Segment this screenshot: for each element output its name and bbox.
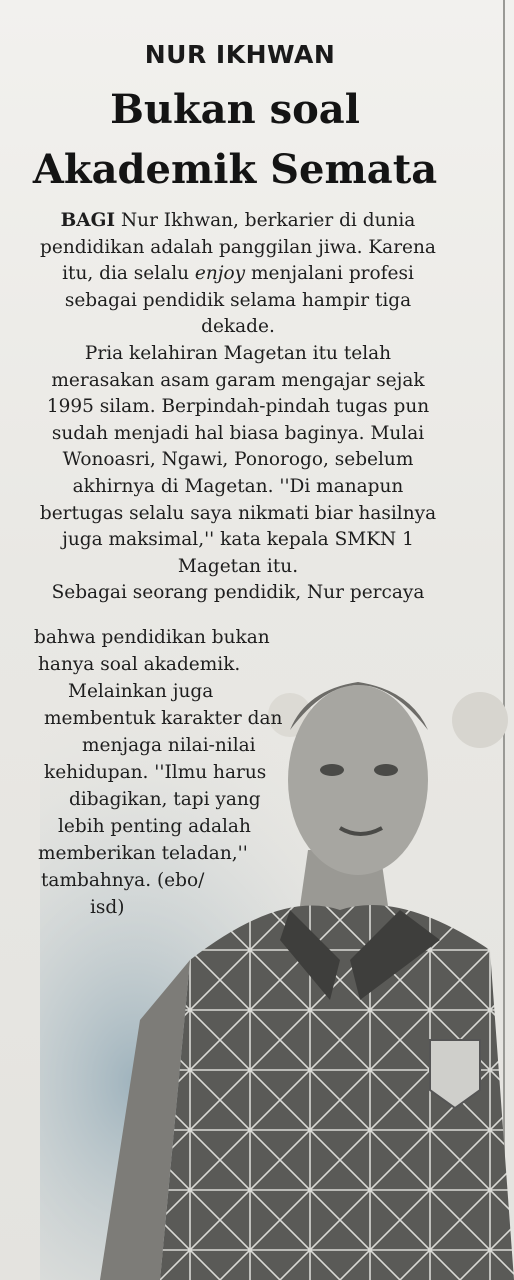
para1-line-2: pendidikan adalah panggilan jiwa. Karena	[40, 236, 436, 258]
para3-line-12: isd)	[90, 897, 125, 918]
para1-line-4: sebagai pendidik selama hampir tiga	[64, 289, 412, 311]
para2-line-6: akhirnya di Magetan. ''Di manapun	[72, 475, 404, 497]
para3-wrap-6	[44, 760, 266, 787]
para3-line-11: tambahnya. (ebo/	[41, 870, 205, 891]
para3-line-6: menjaga nilai-nilai	[82, 735, 256, 756]
para3-wrap-10	[41, 868, 204, 895]
headline-line-1: Bukan soal	[110, 86, 360, 133]
article-body	[18, 208, 458, 607]
para1-l1: Nur Ikhwan, berkarier di dunia	[115, 210, 416, 231]
para1-l3b: menjalani profesi	[245, 263, 414, 285]
para3-line-5: membentuk karakter dan	[44, 708, 283, 729]
para3-line-4: Melainkan juga	[68, 681, 214, 702]
para1-line-5: dekade.	[201, 316, 275, 338]
para1-line-3	[18, 261, 458, 288]
para3-line-1: Sebagai seorang pendidik, Nur percaya	[51, 582, 425, 604]
para3-wrap-11	[90, 895, 124, 922]
para1-line-1	[18, 208, 458, 235]
para3-line-2: bahwa pendidikan bukan	[34, 627, 270, 648]
para3-wrap-2	[38, 652, 240, 679]
para3-line-8: dibagikan, tapi yang	[69, 789, 261, 810]
para2-line-3: 1995 silam. Berpindah-pindah tugas pun	[46, 396, 430, 418]
article-headline	[0, 80, 470, 200]
para3-wrap-3	[68, 679, 213, 706]
headline-line-2: Akademik Semata	[32, 146, 438, 193]
para3-wrap-7	[69, 787, 261, 814]
para3-wrap-9	[38, 841, 248, 868]
para3-wrap-8	[58, 814, 251, 841]
para2-line-5: Wonoasri, Ngawi, Ponorogo, sebelum	[62, 449, 414, 471]
kicker-name: NUR IKHWAN	[144, 40, 336, 69]
para3-line-3: hanya soal akademik.	[38, 654, 241, 675]
para2-line-8: juga maksimal,'' kata kepala SMKN 1	[62, 529, 414, 551]
para3-wrap-4	[44, 706, 282, 733]
para2-line-4: sudah menjadi hal biasa baginya. Mulai	[51, 422, 425, 444]
para2-line-2: merasakan asam garam mengajar sejak	[51, 369, 425, 391]
para2-line-9: Magetan itu.	[177, 555, 299, 577]
para2-line-1: Pria kelahiran Magetan itu telah	[84, 342, 392, 364]
para3-line-9: lebih penting adalah	[58, 816, 251, 837]
lead-word: BAGI	[60, 210, 116, 231]
para2-line-7: bertugas selalu saya nikmati biar hasilnya	[39, 502, 437, 524]
para3-line-7: kehidupan. ''Ilmu harus	[44, 762, 267, 783]
para1-l3a: itu, dia selalu	[62, 263, 195, 285]
para3-wrap-5	[82, 733, 256, 760]
para3-line-10: memberikan teladan,''	[38, 843, 248, 864]
para3-wrap-1	[34, 625, 270, 652]
para1-l3-italic: enjoy	[194, 263, 246, 285]
